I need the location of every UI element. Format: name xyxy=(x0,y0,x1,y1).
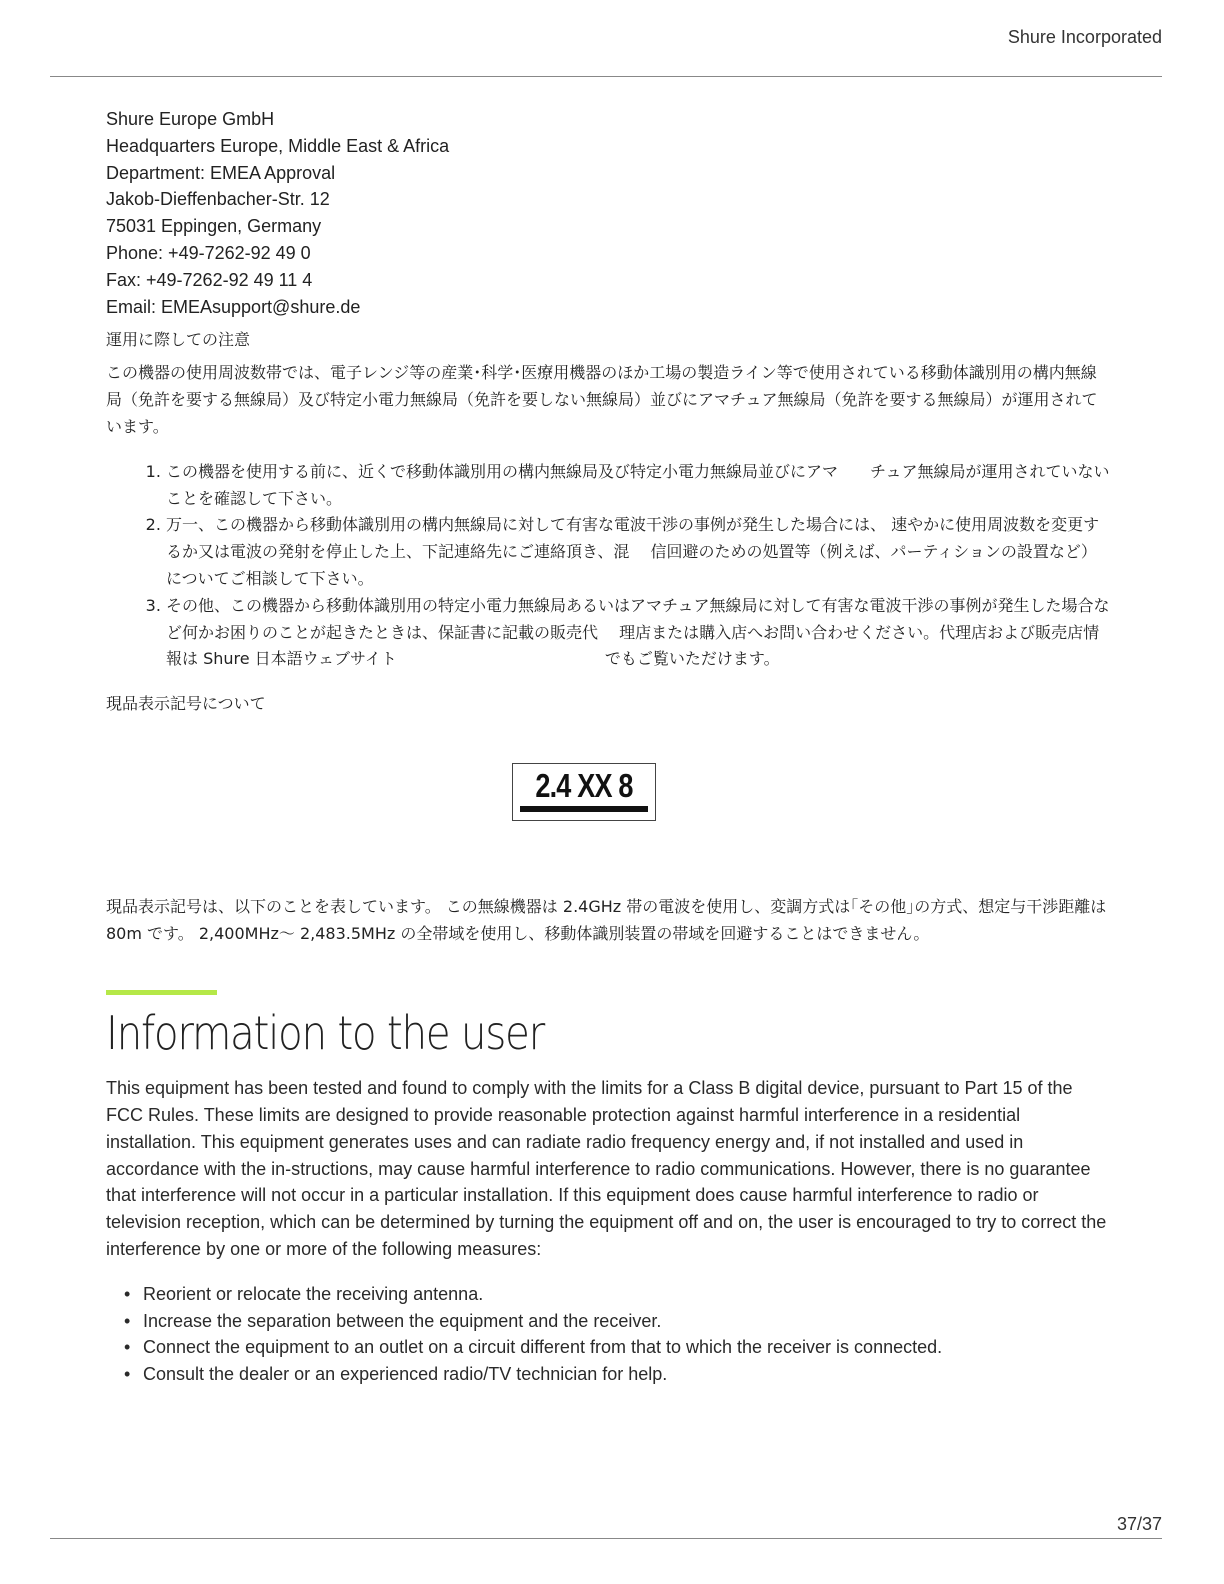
list-item: 3. その他、この機器から移動体識別用の特定小電力無線局あるいはアマチュア無線局に対して有害な電波干渉の事例が発生した場合など何かお困りのことが起きたときは、保証書に記載の販売代 理店または購入店へお問い合わせください。代理店および販売店情報は Shure 日本語ウェブサイト でもご覧いただけます。 xyxy=(166,593,1112,673)
japanese-intro-paragraph: この機器の使用周波数帯では、電子レンジ等の産業･科学･医療用機器のほか工場の製造ライン等で使用されている移動体識別用の構内無線局（免許を要する無線局）及び特定小電力無線局（免許を要しない無線局）並びにアマチュア無線局（免許を要する無線局）が運用されています。 xyxy=(106,363,1098,436)
header-company-name: Shure Incorporated xyxy=(1007,27,1162,47)
product-display-mark xyxy=(512,763,656,821)
measures-list xyxy=(106,1281,1112,1388)
japanese-mark-heading: 現品表示記号について xyxy=(106,694,266,714)
list-item: • Consult the dealer or an experienced radio/TV technician for help. xyxy=(124,1361,1112,1388)
page-content xyxy=(106,106,1112,1388)
address-line: Headquarters Europe, Middle East & Africa xyxy=(106,135,450,156)
address-line: 75031 Eppingen, Germany xyxy=(106,216,322,237)
japanese-caution-list xyxy=(106,459,1112,673)
product-mark-text: 2.4 XX 8 xyxy=(535,767,633,805)
list-item: • Increase the separation between the equipment and the receiver. xyxy=(124,1308,1112,1335)
address-block xyxy=(106,106,1112,320)
header-divider xyxy=(50,76,1162,77)
product-mark-area xyxy=(106,763,1112,823)
address-line: Department: EMEA Approval xyxy=(106,162,336,183)
address-line: Phone: +49-7262-92 49 0 xyxy=(106,242,311,263)
footer-divider xyxy=(50,1538,1162,1539)
product-mark-underline xyxy=(520,806,648,812)
section-accent-bar xyxy=(106,990,217,995)
address-line-email: Email: EMEAsupport@shure.de xyxy=(106,296,361,317)
address-line: Fax: +49-7262-92 49 11 4 xyxy=(106,269,313,290)
list-item: • Connect the equipment to an outlet on a circuit different from that to which the receiver is connected. xyxy=(124,1334,1112,1361)
fcc-paragraph: This equipment has been tested and found to comply with the limits for a Class B digital device, pursuant to Part 15 of the FCC Rules. These limits are designed to provide reasonable protection against harmful interference in a residential installation. This equipment generates uses and can radiate radio frequency energy and, if not installed and used in accordance with the in-structions, may cause harmful interference to radio communications. However, there is no guarantee that interference will not occur in a particular installation. If this equipment does cause harmful interference to radio or television reception, which can be determined by turning the equipment off and on, the user is encouraged to try to correct the interference by one or more of the following measures: xyxy=(106,1078,1107,1259)
page-number: 37/37 xyxy=(1116,1514,1162,1534)
japanese-mark-explanation: 現品表示記号は、以下のことを表しています。 この無線機器は 2.4GHz 帯の電波を使用し、変調方式は｢その他｣の方式、想定与干渉距離は 80m です。 2,400MHz～ 2,483.5MHz の全帯域を使用し、移動体識別装置の帯域を回避することはできません。 xyxy=(106,897,1107,944)
list-item: 2. 万一、この機器から移動体識別用の構内無線局に対して有害な電波干渉の事例が発生した場合には、 速やかに使用周波数を変更するか又は電波の発射を停止した上、下記連絡先にご連絡頂き、混 信回避のための処置等（例えば、パーティションの設置など）についてご相談して下さい。 xyxy=(166,512,1112,592)
list-item: 1. この機器を使用する前に、近くで移動体識別用の構内無線局及び特定小電力無線局並びにアマ チュア無線局が運用されていないことを確認して下さい。 xyxy=(166,459,1112,513)
address-line: Shure Europe GmbH xyxy=(106,109,275,129)
section-title: Information to the user xyxy=(106,1006,544,1061)
list-item: • Reorient or relocate the receiving antenna. xyxy=(124,1281,1112,1308)
address-line: Jakob-Dieffenbacher-Str. 12 xyxy=(106,189,330,210)
japanese-operation-heading: 運用に際しての注意 xyxy=(106,330,251,350)
